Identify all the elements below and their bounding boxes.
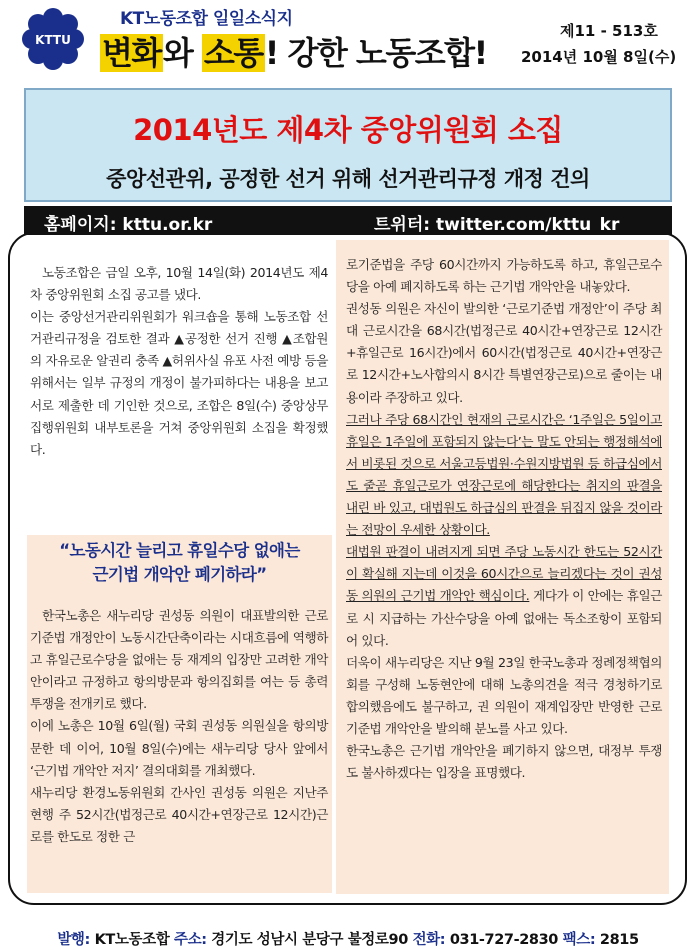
- paragraph: 더욱이 새누리당은 지난 9월 23일 한국노총과 정례정책협의회를 구성해 노동현안에 대해 노총의견을 적극 경청하기로 합의했음에도 불구하고, 권 의원이 재계입장만 반영한 근로기준법 개악안을 발의해 분노를 사고 있다.: [346, 654, 662, 736]
- phone: 031-727-2830: [449, 932, 558, 948]
- union-name: KT노동조합 일일소식지: [120, 9, 293, 29]
- contact-bar: [24, 206, 672, 235]
- paragraph: 한국노총은 근기법 개악안을 폐기하지 않으면, 대정부 투쟁도 불사하겠다는 입장을 표명했다.: [346, 743, 662, 781]
- kttu-logo: [22, 8, 84, 70]
- footer: [0, 928, 696, 949]
- slogan-text-end: ! 강한 노동조합!: [264, 34, 487, 72]
- slogan-highlight-communication: 소통: [203, 34, 263, 72]
- article-labor-law-continued: [346, 254, 662, 784]
- paragraph: 새누리당 환경노동위원회 간사인 권성동 의원은 지난주 현행 주 52시간(법정근로 40시간+연장근로 12시간)근로를 한도로 정한 근: [30, 784, 328, 844]
- underlined-text: 대법원 판결이 내려지게 되면 주당 노동시간 한도는 52시간이 확실해 지는데 이것을 60시간으로 늘리겠다는 것이 권성동 의원의 근기법 개악안 핵심이다.: [346, 544, 662, 604]
- paragraph: 이에 노총은 10월 6일(월) 국회 권성동 의원실을 항의방문한 데 이어, 10월 8일(수)에는 새누리당 당사 앞에서 ‘근기법 개악안 저지’ 결의대회를 개최했다.: [30, 718, 328, 778]
- svg-text:KTTU: KTTU: [35, 33, 71, 47]
- quote-line-2: 근기법 개악안 폐기하라”: [92, 565, 267, 584]
- fax: 2815: [599, 932, 639, 948]
- phone-label: 전화:: [412, 932, 446, 948]
- main-headline: 2014년도 제4차 중앙위원회 소집: [133, 113, 563, 147]
- publisher: KT노동조합: [94, 932, 170, 948]
- paragraph: 이는 중앙선거관리위원회가 워크숍을 통해 노동조합 선거관리규정을 검토한 결과 ▲공정한 선거 진행 ▲조합원의 자유로운 알권리 충족 ▲허위사실 유포 사전 예방 등을 위해서는 일부 규정의 개정이 불가피하다는 내용을 보고서로 제출한 데 기인한 것으로, 조합은 8일(수) 중앙상무집행위원회 내부토론을 거쳐 중앙위원회 소집을 확정했다.: [30, 309, 328, 457]
- slogan-highlight-change: 변화: [102, 34, 161, 72]
- headline-box: [24, 88, 672, 202]
- paragraph: 권성동 의원은 자신이 발의한 ‘근로기준법 개정안’이 주당 최대 근로시간을 68시간(법정근로 40시간+연장근로 12시간+휴일근로 16시간)에서 60시간(법정근로 40시간+연장근로 12시간+노사합의시 8시간 특별연장근로)으로 줄이는 내용이라 주장하고 있다.: [346, 301, 662, 405]
- article-central-committee: [30, 262, 328, 461]
- article-labor-law: [30, 605, 328, 848]
- quote-line-1: “노동시간 늘리고 휴일수당 없애는: [59, 541, 300, 560]
- twitter-link[interactable]: 트위터: twitter.com/kttu_kr: [374, 215, 620, 235]
- paragraph: 로기준법을 주당 60시간까지 가능하도록 하고, 휴일근로수당을 아예 폐지하도록 하는 근기법 개악안을 내놓았다.: [346, 257, 662, 295]
- sub-headline: 중앙선관위, 공정한 선거 위해 선거관리규정 개정 건의: [106, 167, 590, 191]
- underlined-text: 그러나 주당 68시간인 현재의 근로시간은 ‘1주일은 5일이고 휴일은 1주일에 포함되지 않는다’: [346, 411, 662, 449]
- address-label: 주소:: [174, 932, 207, 948]
- paragraph: 한국노총은 새누리당 권성동 의원이 대표발의한 근로기준법 개정안이 노동시간단축이라는 시대흐름에 역행하고 휴일근로수당을 없애는 등 재계의 입장만 고려한 개악안이라고 규정하고 항의방문과 항의집회를 여는 등 총력투쟁을 전개키로 했다.: [30, 608, 328, 712]
- paragraph: 노동조합은 금일 오후, 10월 14일(화) 2014년도 제4차 중앙위원회 소집 공고를 냈다.: [30, 265, 328, 303]
- slogan-text: 와: [162, 34, 202, 72]
- address: 경기도 성남시 분당구 불정로90: [211, 932, 408, 948]
- issue-date: 2014년 10월 8일(수): [521, 48, 677, 66]
- paragraph: 대법원 판결이 내려지게 되면 주당 노동시간 한도는 52시간이 확실해 지는데 이것을 60시간으로 늘리겠다는 것이 권성동 의원의 근기법 개악안 핵심이다. 게다가 이 안에는 휴일근로 시 지급하는 가산수당을 아예 없애는 독소조항이 포함되어 있다.: [346, 544, 662, 648]
- article-headline-quote: [27, 539, 332, 587]
- publisher-label: 발행:: [57, 932, 90, 948]
- issue-number: 제11 - 513호: [560, 22, 658, 40]
- slogan: [100, 28, 487, 74]
- fax-label: 팩스:: [562, 932, 596, 948]
- paragraph: 그러나 주당 68시간인 현재의 근로시간은 ‘1주일은 5일이고 휴일은 1주일에 포함되지 않는다’는 말도 안되는 행정해석에서 비롯된 것으로 서울고등법원·수원지방법원 등 하급심에서도 줄곧 휴일근로가 연장근로에 해당한다는 취지의 판결을 내린 바 있고, 대법원도 하급심의 판결을 뒤집지 않을 것이라는 전망이 우세한 상황이다.: [346, 411, 662, 538]
- homepage-link[interactable]: 홈페이지: kttu.or.kr: [44, 215, 213, 235]
- kttu-logo-icon: [22, 8, 84, 70]
